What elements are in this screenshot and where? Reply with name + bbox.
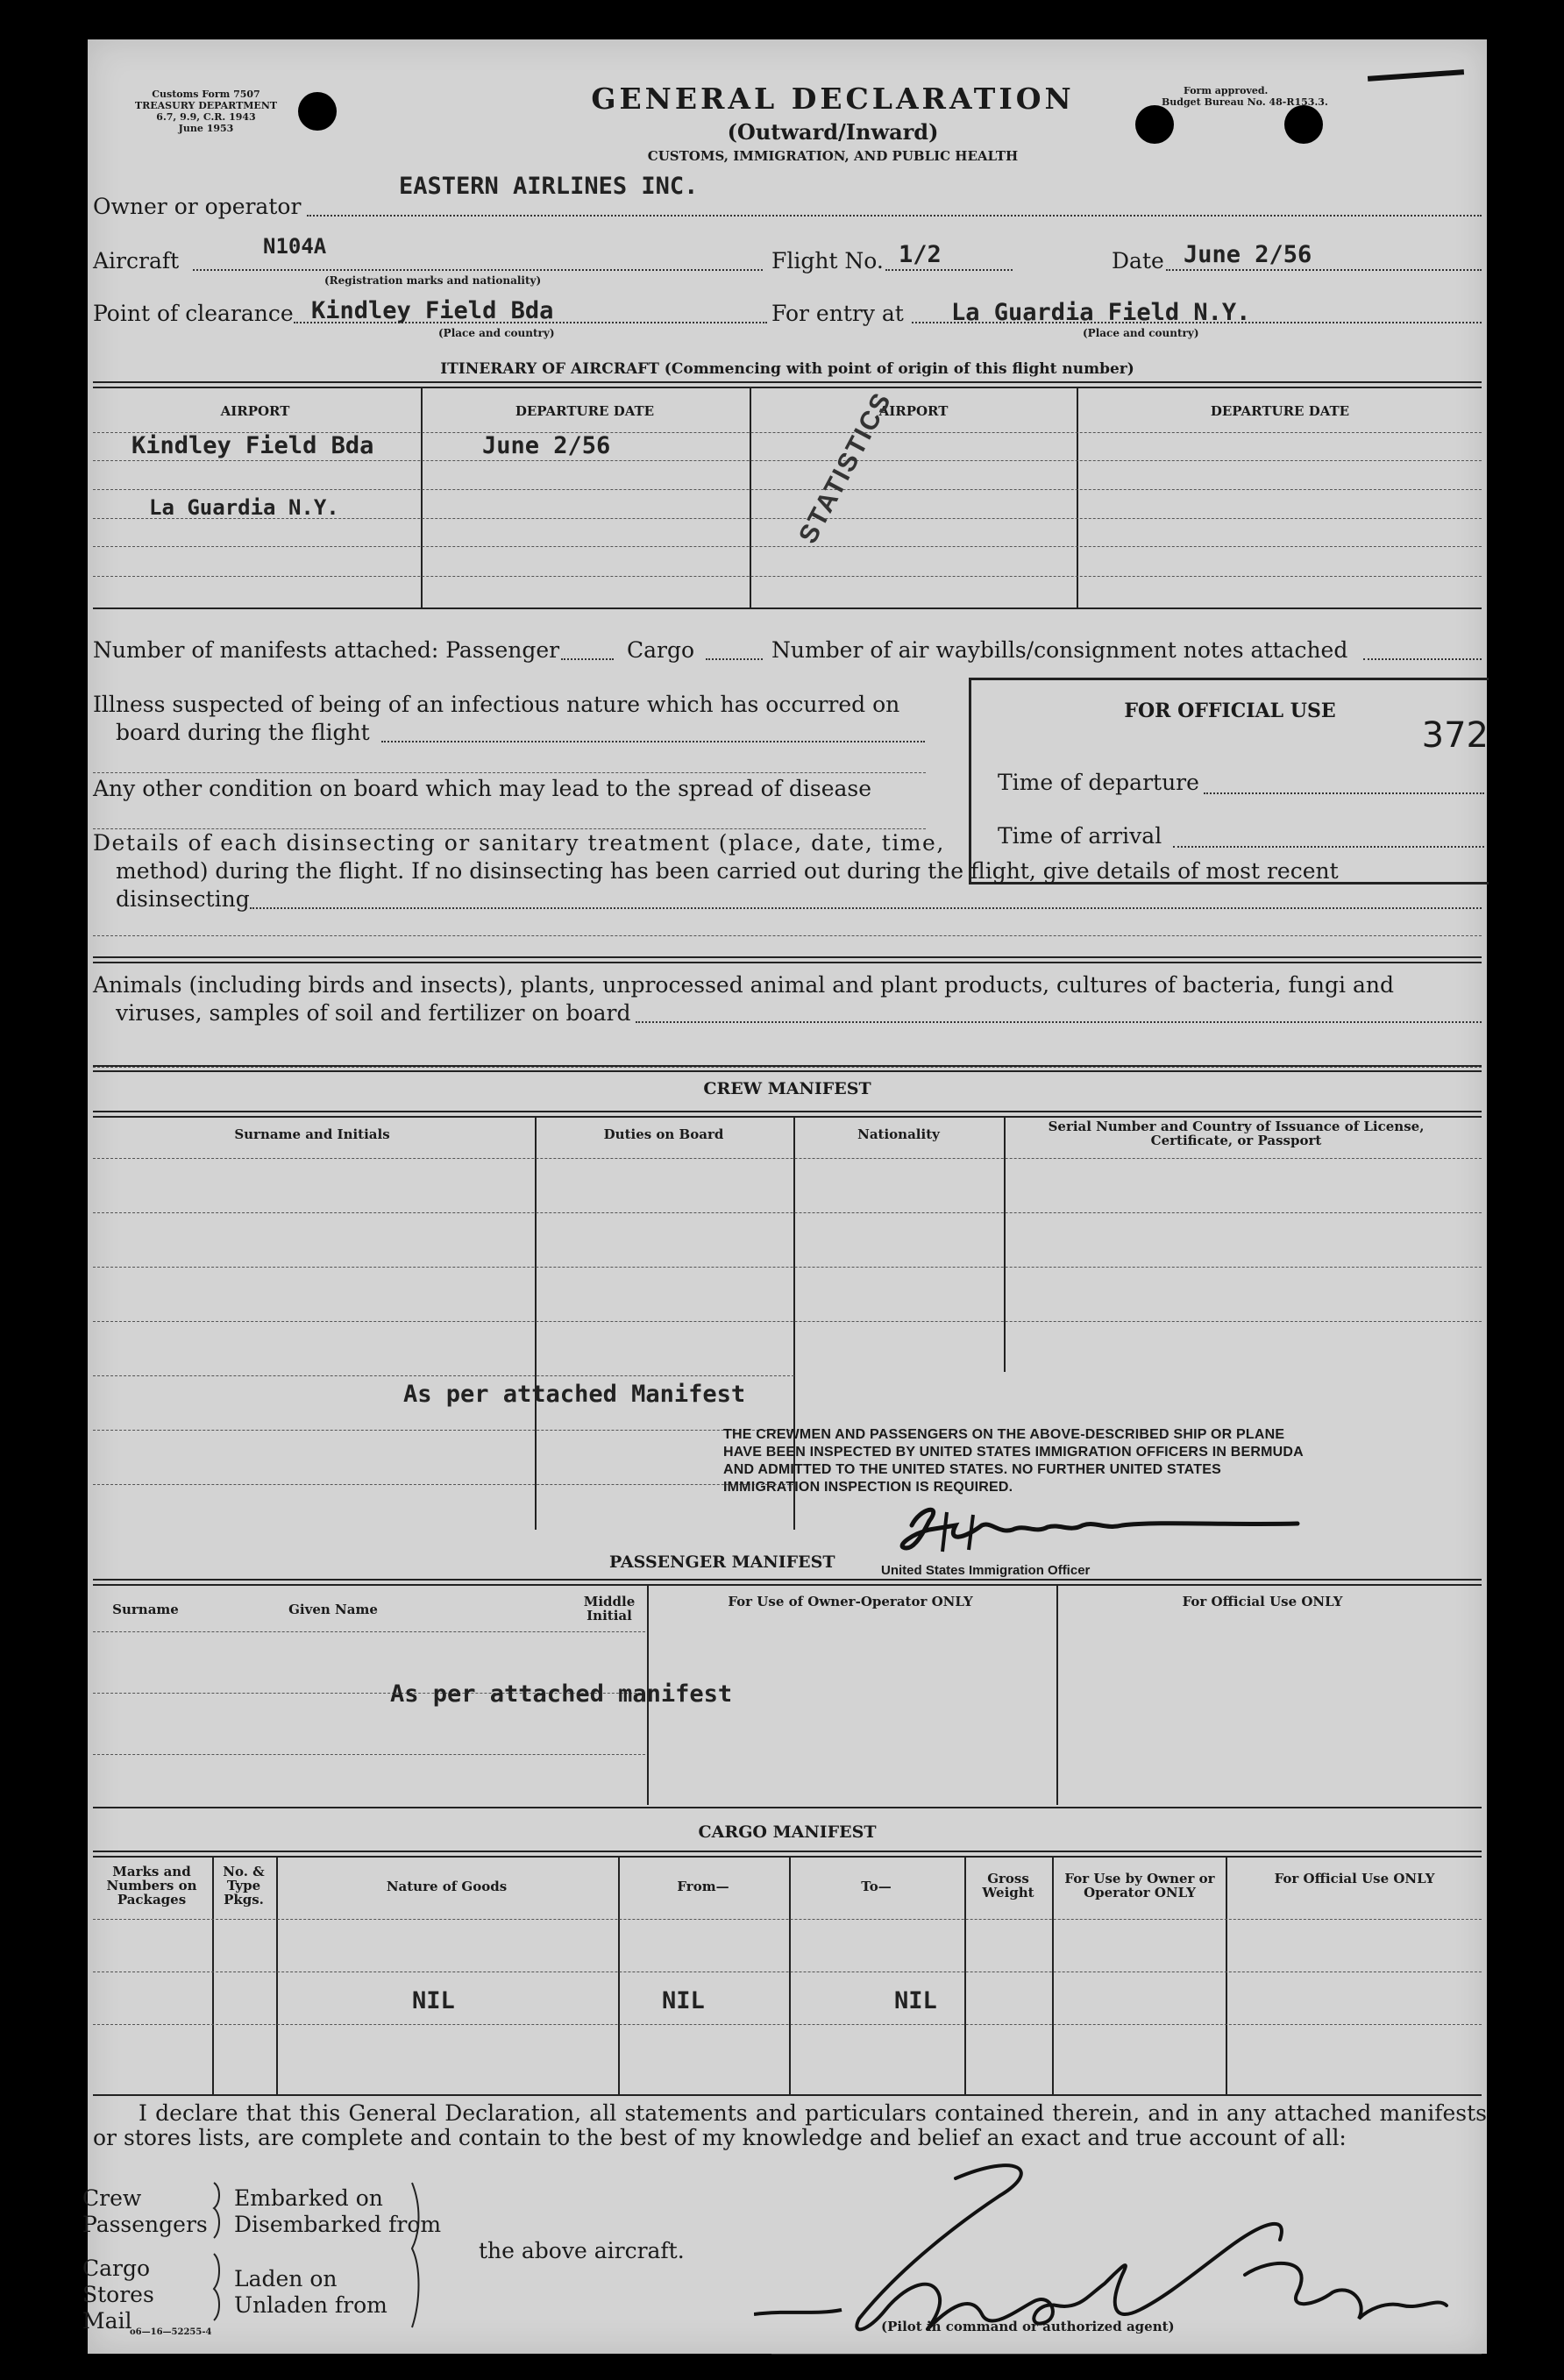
aircraft-value: N104A (263, 234, 327, 259)
entry-sublabel: (Place and country) (1083, 327, 1199, 339)
decl-mail: Mail (82, 2308, 132, 2334)
manifests-cargo-label: Cargo (627, 637, 695, 663)
official-use-title: FOR OFFICIAL USE (1124, 700, 1336, 722)
department: TREASURY DEPARTMENT (134, 100, 278, 111)
itinerary-header-date: DEPARTURE DATE (515, 403, 655, 419)
flight-value: 1/2 (899, 241, 942, 268)
decl-embarked: Embarked on (234, 2185, 383, 2211)
cargo-header-pkgs: No. & Type Pkgs. (223, 1864, 265, 1908)
official-use-number: 372 (1421, 715, 1489, 756)
disinsecting-label: Details of each disinsecting or sanitary treatment (place, date, time, (93, 830, 945, 856)
illness-label-2: board during the flight (116, 720, 370, 745)
cargo-header-from: From— (677, 1879, 729, 1894)
passenger-header-official: For Official Use ONLY (1182, 1594, 1343, 1609)
crew-header-duties: Duties on Board (603, 1126, 724, 1142)
immigration-officer-signature (859, 1499, 1315, 1569)
aircraft-sublabel: (Registration marks and nationality) (324, 274, 542, 287)
itinerary-header-airport: AIRPORT (220, 403, 290, 419)
passenger-header-middle: Middle Initial (583, 1594, 636, 1623)
immigration-stamp-text: THE CREWMEN AND PASSENGERS ON THE ABOVE-DESCRIBED SHIP OR PLANE HAVE BEEN INSPECTED BY UNITED STATES IMMIGRATION OFFICERS IN BERMUDA AND ADMITTED TO THE UNITED STATES. NO FURTHER UNITED STATES IMMIGRATION INSPECTION IS REQUIRED. (723, 1427, 1304, 1495)
itinerary-title: ITINERARY OF AIRCRAFT (Commencing with point of origin of this flight number) (440, 360, 1134, 378)
crew-header-serial: Serial Number and Country of Issuance of License, Certificate, or Passport (1048, 1119, 1425, 1148)
manifests-passenger-label: Number of manifests attached: Passenger (93, 637, 560, 663)
owner-value: EASTERN AIRLINES INC. (399, 173, 699, 200)
animals-label-2: viruses, samples of soil and fertilizer on board (116, 1000, 631, 1026)
cargo-nature-value: NIL (412, 1987, 455, 2014)
other-condition-label: Any other condition on board which may lead to the spread of disease (93, 776, 872, 801)
itinerary-row1-airport: Kindley Field Bda (132, 432, 374, 459)
crew-header-nationality: Nationality (857, 1126, 940, 1142)
declaration-braces (202, 2178, 465, 2345)
cargo-header-official: For Official Use ONLY (1274, 1871, 1435, 1886)
date-value: June 2/56 (1184, 241, 1312, 268)
crew-manifest-title: CREW MANIFEST (703, 1079, 871, 1098)
decl-laden: Laden on (234, 2266, 338, 2291)
form-date: June 1953 (178, 123, 234, 134)
regulation-ref: 6.7, 9.9, C.R. 1943 (156, 111, 256, 123)
crew-typed-note: As per attached Manifest (403, 1381, 746, 1408)
entry-value: La Guardia Field N.Y. (951, 299, 1251, 326)
cargo-header-nature: Nature of Goods (386, 1879, 508, 1894)
page-title: GENERAL DECLARATION (591, 82, 1075, 116)
decl-crew: Crew (82, 2185, 142, 2211)
departure-time-label: Time of departure (998, 770, 1199, 795)
decl-cargo: Cargo (82, 2256, 151, 2281)
flight-label: Flight No. (771, 248, 884, 274)
animals-label: Animals (including birds and insects), plants, unprocessed animal and plant products, cultures of bacteria, fungi and (93, 972, 1394, 998)
immigration-officer-caption: United States Immigration Officer (881, 1563, 1091, 1578)
passenger-header-surname: Surname (112, 1602, 179, 1617)
cargo-from-value: NIL (662, 1987, 705, 2014)
decl-passengers: Passengers (82, 2212, 208, 2237)
disinsecting-label-2: method) during the flight. If no disinsecting has been carried out during the flight, give details of most recent (116, 858, 1339, 884)
illness-label: Illness suspected of being of an infectious nature which has occurred on (93, 692, 900, 717)
decl-stores: Stores (82, 2282, 154, 2307)
entry-label: For entry at (771, 301, 904, 326)
waybills-label: Number of air waybills/consignment notes attached (771, 637, 1348, 663)
cargo-header-marks: Marks and Numbers on Packages (106, 1864, 197, 1908)
cargo-header-owner: For Use by Owner or Operator ONLY (1064, 1871, 1215, 1900)
passenger-header-owner: For Use of Owner-Operator ONLY (728, 1594, 973, 1609)
print-code: o6—16—52255-4 (130, 2327, 212, 2337)
decl-disembarked: Disembarked from (234, 2212, 442, 2237)
cargo-header-to: To— (861, 1879, 892, 1894)
owner-label: Owner or operator (93, 194, 302, 219)
passenger-header-given: Given Name (288, 1602, 378, 1617)
passenger-typed-note: As per attached manifest (390, 1680, 733, 1708)
official-use-box (969, 678, 1489, 885)
itinerary-header-airport-2: AIRPORT (878, 403, 949, 419)
date-label: Date (1112, 248, 1164, 274)
decl-above-aircraft: the above aircraft. (479, 2238, 685, 2263)
page-subtitle: (Outward/Inward) (727, 119, 939, 145)
clearance-sublabel: (Place and country) (438, 327, 555, 339)
declaration-text: I declare that this General Declaration, all statements and particulars contained therein, and in any attached manifests or stores lists, are complete and contain to the best of my knowledge and belief an exact and true account of all: (93, 2100, 1487, 2150)
disinsecting-label-3: disinsecting (116, 886, 250, 912)
form-approved: Form approved. (1184, 85, 1269, 96)
passenger-manifest-title: PASSENGER MANIFEST (609, 1552, 835, 1572)
declaration-form (82, 39, 1489, 2354)
corner-mark (1368, 69, 1464, 82)
clearance-value: Kindley Field Bda (311, 297, 554, 324)
form-number: Customs Form 7507 (152, 89, 260, 100)
cargo-header-weight: Gross Weight (982, 1871, 1034, 1900)
punch-hole (1284, 105, 1323, 144)
pilot-caption: (Pilot in command or authorized agent) (881, 2319, 1175, 2334)
aircraft-label: Aircraft (93, 248, 180, 274)
decl-unladen: Unladen from (234, 2292, 387, 2318)
arrival-time-label: Time of arrival (998, 823, 1162, 849)
itinerary-row1-date: June 2/56 (482, 432, 611, 459)
itinerary-row2-airport: La Guardia N.Y. (149, 495, 339, 520)
crew-header-surname: Surname and Initials (234, 1126, 390, 1142)
statistics-stamp: STATISTICS (793, 387, 898, 549)
cargo-to-value: NIL (894, 1987, 937, 2014)
budget-bureau: Budget Bureau No. 48-R153.3. (1162, 96, 1328, 108)
itinerary-header-date-2: DEPARTURE DATE (1210, 403, 1350, 419)
cargo-manifest-title: CARGO MANIFEST (698, 1822, 877, 1842)
page-subtitle-2: CUSTOMS, IMMIGRATION, AND PUBLIC HEALTH (647, 148, 1019, 164)
clearance-label: Point of clearance (93, 301, 294, 326)
